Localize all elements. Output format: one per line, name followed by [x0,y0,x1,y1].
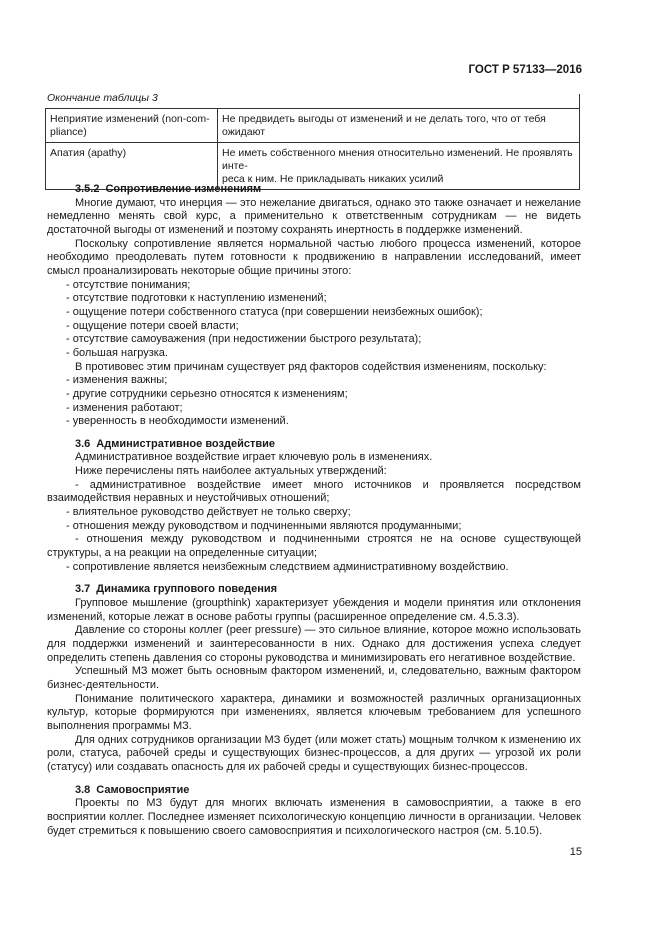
table-cell-description: Не предвидеть выгоды от изменений и не делать того, что от тебя ожидают [218,109,580,143]
list-item: - отсутствие понимания; [66,278,191,291]
paragraph: Ниже перечислены пять наиболее актуальных утверждений: [75,465,387,478]
paragraph: В противовес этим причинам существует ряд факторов содействия изменениям, поскольку: [75,360,547,373]
section-heading [47,183,581,197]
section-number: 3.5.2 [75,183,100,195]
section-title: Административное воздействие [96,437,275,450]
terms-table [45,108,580,190]
table-row [46,109,580,143]
list-item: - сопротивление является неизбежным следствием административному воздействию. [66,560,509,573]
section-spacer [47,574,581,583]
table-cell-term: Апатия (apathy) [46,143,218,190]
paragraph: Для одних сотрудников организации МЗ будет (или может стать) мощным толчком к изменению их роли, статуса, рабочей среды и существующих бизнес-процессов, а для других — угрозой их роли (статусу) или создавать опасность для их рабочей среды и существующих бизнес-процессов. [47,733,581,773]
section-heading [47,438,581,452]
section-heading [47,784,581,798]
list-item: - изменения работают; [66,401,183,414]
paragraph: Поскольку сопротивление является нормальной частью любого процесса изменений, которое необходимо преодолевать путем готовности к продвижению в направлении исследований, имеет смысл проанализировать некоторые общие причины этого: [47,237,581,277]
section-title: Самовосприятие [96,783,190,796]
document-body [47,183,581,838]
paragraph: Групповое мышление (groupthink) характеризует убеждения и модели принятия или отклонения изменений, которые лежат в основе работы группы (расширенное определение см. 4.5.3.3). [47,597,581,623]
paragraph: Понимание политического характера, динамики и возможностей различных организационных культур, которые формируются при изменениях, является ключевым требованием для успешного выполнения программы МЗ. [47,692,581,732]
page-number: 15 [569,846,582,858]
section-spacer [47,429,581,438]
table-caption: Окончание таблицы 3 [47,92,158,104]
paragraph: Давление со стороны коллег (peer pressure) — это сильное влияние, которое можно использовать для поддержки изменений и заинтересованности в них. Однако для достижения успеха следует определить степень давления со стороны руководства и минимизировать его негативное воздействие. [47,624,581,664]
paragraph: Проекты по МЗ будут для многих включать изменения в самовосприятии, а также в его восприятии коллег. Последнее изменяет психологическую концепцию личности в организации. Человек будет стремиться к повышению своего самовосприятия и психологического настроя (см. 5.10.5). [47,797,581,837]
section-title: Динамика группового поведения [96,583,278,596]
list-item: - отношения между руководством и подчиненными являются продуманными; [66,519,462,532]
list-item: - большая нагрузка. [66,346,168,359]
section-heading [47,583,581,597]
section-title: Сопротивление изменениям [105,183,262,195]
table-cell-term: Неприятие изменений (non-com- pliance) [46,109,218,143]
list-item: - отсутствие подготовки к наступлению изменений; [66,292,327,305]
list-item: - административное воздействие имеет много источников и проявляется посредством взаимодействия неравных и неустойчивых отношений; [47,478,581,505]
section-number: 3.6 [75,437,91,450]
list-item: - влиятельное руководство действует не только сверху; [66,506,351,519]
section-number: 3.8 [75,783,91,796]
list-item: - ощущение потери своей власти; [66,319,239,332]
list-item: - отсутствие самоуважения (при недостижении быстрого результата); [66,333,422,346]
list-item: - другие сотрудники серьезно относятся к изменениям; [66,387,348,400]
list-item: - уверенность в необходимости изменений. [66,415,289,428]
paragraph: Административное воздействие играет ключевую роль в изменениях. [75,451,433,464]
list-item: - отношения между руководством и подчиненными строятся не на основе существующей структуры, а на реакции на определенные ситуации; [47,533,581,560]
document-code: ГОСТ Р 57133—2016 [468,64,582,76]
list-item: - ощущение потери собственного статуса (при совершении неизбежных ошибок); [66,305,483,318]
paragraph: Многие думают, что инерция — это нежелание двигаться, однако это также означает и нежелание немедленно менять свой курс, а применительно к ответственным сотрудникам — не видеть достаточной выгоды от изменений и поэтому сохранять инертность в поддержке изменений. [47,196,581,236]
section-spacer [47,775,581,784]
list-item: - изменения важны; [66,374,168,387]
section-number: 3.7 [75,583,91,596]
table-continuation-line [579,94,580,109]
paragraph: Успешный МЗ может быть основным фактором изменений, и, следовательно, важным фактором бизнес-деятельности. [47,665,581,691]
table-cell-description: Не иметь собственного мнения относительно изменений. Не проявлять инте- реса к ним. Не прикладывать никаких усилий [218,143,580,190]
